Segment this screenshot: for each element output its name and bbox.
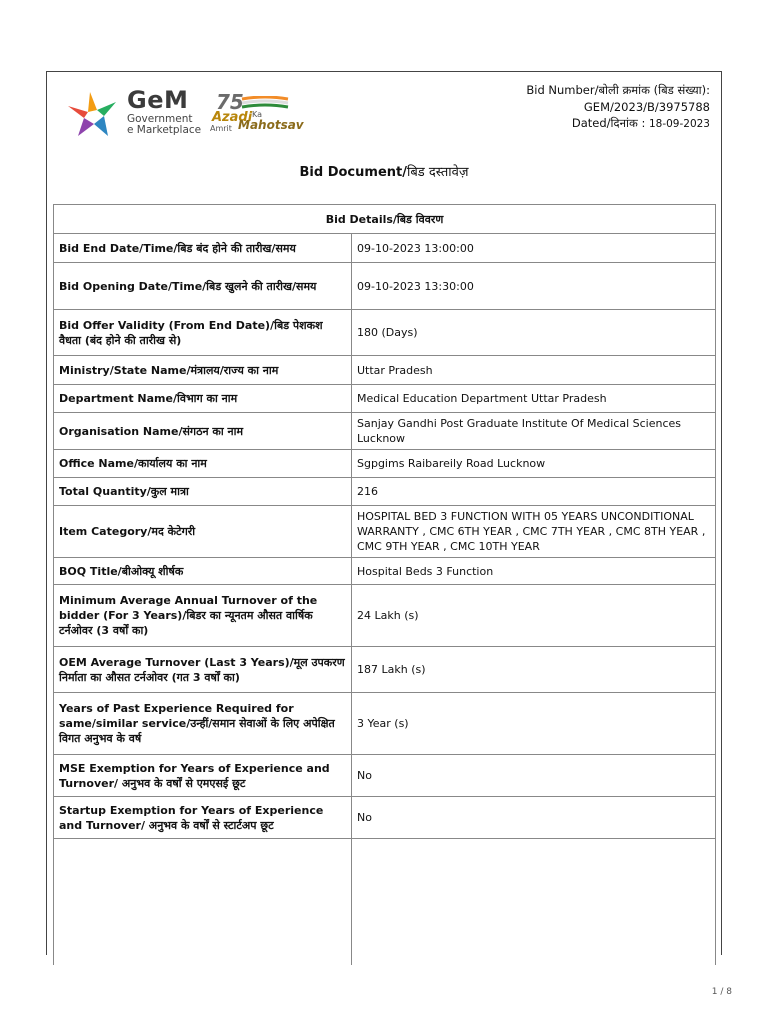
table-row xyxy=(54,797,716,839)
empty-table-row xyxy=(54,839,716,966)
row-value: Hospital Beds 3 Function xyxy=(352,558,716,585)
gem-wordmark: GeM xyxy=(127,86,189,114)
azadi-ka-amrit-mahotsav-logo xyxy=(210,88,304,138)
table-row xyxy=(54,478,716,506)
tricolor-flag-icon xyxy=(240,96,290,110)
gem-subtitle-1: Government xyxy=(127,113,193,125)
row-value: Sanjay Gandhi Post Graduate Institute Of Medical Sciences Lucknow xyxy=(352,413,716,450)
row-value: 187 Lakh (s) xyxy=(352,647,716,693)
row-value: 180 (Days) xyxy=(352,310,716,356)
page-number: 1 / 8 xyxy=(711,987,732,997)
row-label: Ministry/State Name/मंत्रालय/राज्य का नाम xyxy=(54,356,352,385)
row-label: OEM Average Turnover (Last 3 Years)/मूल उपकरण निर्माता का औसत टर्नओवर (गत 3 वर्षों का) xyxy=(54,647,352,693)
row-label: Minimum Average Annual Turnover of the bidder (For 3 Years)/बिडर का न्यूनतम औसत वार्षिक टर्नओवर (3 वर्षों का) xyxy=(54,585,352,647)
gem-subtitle-2: e Marketplace xyxy=(127,124,202,136)
gem-star-icon xyxy=(64,82,124,142)
row-label: Bid Opening Date/Time/बिड खुलने की तारीख/समय xyxy=(54,263,352,310)
row-value: No xyxy=(352,755,716,797)
table-row xyxy=(54,693,716,755)
row-label: Years of Past Experience Required for same/similar service/उन्हीं/समान सेवाओं के लिए अपेक्षित विगत अनुभव के वर्ष xyxy=(54,693,352,755)
bid-number-label: Bid Number/बोली क्रमांक (बिड संख्या): xyxy=(526,83,710,97)
row-label: Total Quantity/कुल मात्रा xyxy=(54,478,352,506)
table-header-row xyxy=(54,205,716,234)
empty-cell xyxy=(352,839,716,966)
dated-line xyxy=(526,115,710,133)
row-label: Department Name/विभाग का नाम xyxy=(54,385,352,413)
table-row xyxy=(54,263,716,310)
azadi-ka: Ka xyxy=(252,110,263,119)
dated-label: Dated/दिनांक : xyxy=(571,116,646,130)
table-row xyxy=(54,234,716,263)
table-row xyxy=(54,558,716,585)
table-row xyxy=(54,506,716,558)
bid-number: GEM/2023/B/3975788 xyxy=(583,99,710,114)
gem-logo xyxy=(64,82,204,142)
row-label: Bid End Date/Time/बिड बंद होने की तारीख/समय xyxy=(54,234,352,263)
azadi-mahotsav: Mahotsav xyxy=(238,118,304,132)
row-label: Organisation Name/संगठन का नाम xyxy=(54,413,352,450)
table-row xyxy=(54,450,716,478)
row-value: 09-10-2023 13:30:00 xyxy=(352,263,716,310)
row-label: BOQ Title/बीओक्यू शीर्षक xyxy=(54,558,352,585)
table-row xyxy=(54,585,716,647)
azadi-amrit: Amrit xyxy=(210,124,232,133)
document-title-hi: बिड दस्तावेज़ xyxy=(406,165,469,180)
row-value: No xyxy=(352,797,716,839)
row-label: Startup Exemption for Years of Experience and Turnover/ अनुभव के वर्षों से स्टार्टअप छूट xyxy=(54,797,352,839)
row-value: 09-10-2023 13:00:00 xyxy=(352,234,716,263)
row-label: Bid Offer Validity (From End Date)/बिड पेशकश वैधता (बंद होने की तारीख से) xyxy=(54,310,352,356)
row-label: Office Name/कार्यालय का नाम xyxy=(54,450,352,478)
table-row xyxy=(54,356,716,385)
row-label: MSE Exemption for Years of Experience and Turnover/ अनुभव के वर्षों से एमएसई छूट xyxy=(54,755,352,797)
document-title-en: Bid Document/ xyxy=(299,165,407,180)
bid-details-table xyxy=(53,204,716,965)
dated-value: 18-09-2023 xyxy=(648,118,710,130)
row-label: Item Category/मद केटेगरी xyxy=(54,506,352,558)
row-value: 216 xyxy=(352,478,716,506)
table-row xyxy=(54,647,716,693)
row-value: Medical Education Department Uttar Pradesh xyxy=(352,385,716,413)
table-row xyxy=(54,310,716,356)
table-row xyxy=(54,413,716,450)
row-value: 24 Lakh (s) xyxy=(352,585,716,647)
table-heading: Bid Details/बिड विवरण xyxy=(54,205,716,234)
bid-meta xyxy=(526,82,710,133)
document-title xyxy=(0,162,768,180)
azadi-word: Azadi xyxy=(212,110,253,125)
table-row xyxy=(54,755,716,797)
table-row xyxy=(54,385,716,413)
row-value: 3 Year (s) xyxy=(352,693,716,755)
row-value: Uttar Pradesh xyxy=(352,356,716,385)
empty-cell xyxy=(54,839,352,966)
row-value: Sgpgims Raibareily Road Lucknow xyxy=(352,450,716,478)
azadi-75: 75 xyxy=(216,90,244,114)
row-value: HOSPITAL BED 3 FUNCTION WITH 05 YEARS UNCONDITIONAL WARRANTY , CMC 6TH YEAR , CMC 7TH YEAR , CMC 8TH YEAR , CMC 9TH YEAR , CMC 10TH YEAR xyxy=(352,506,716,558)
